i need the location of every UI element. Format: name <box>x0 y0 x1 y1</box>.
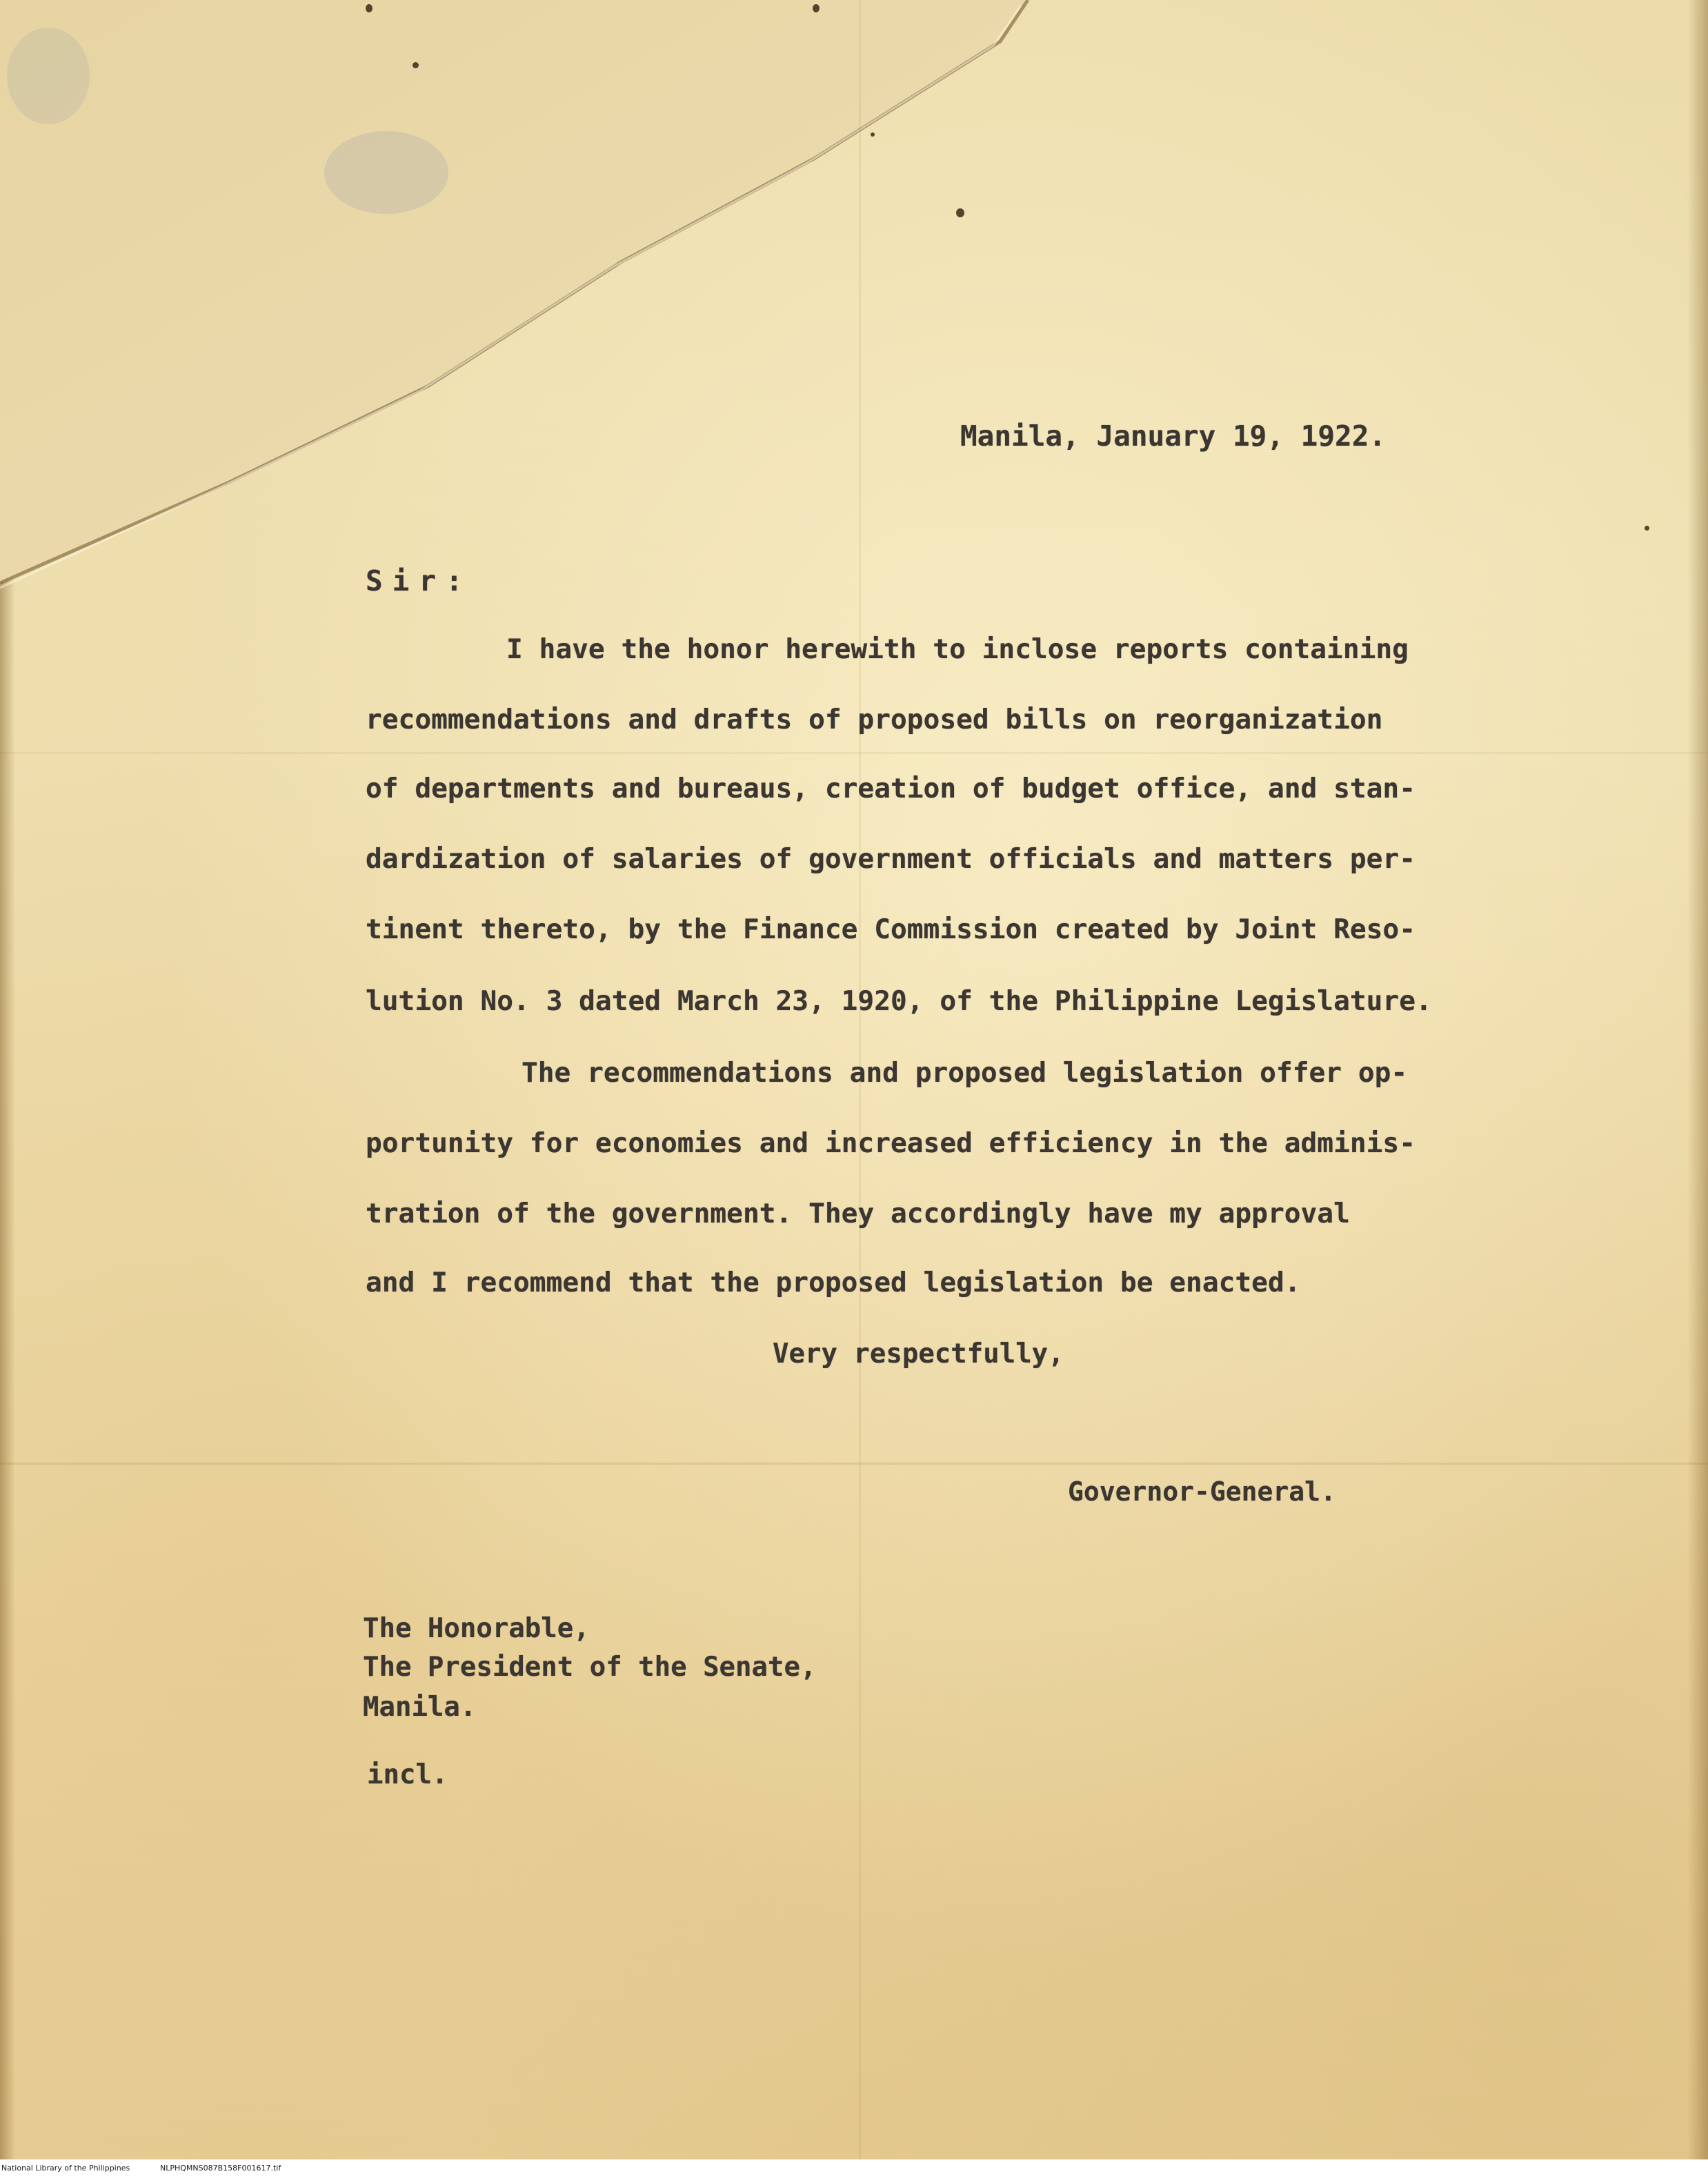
body-line: lution No. 3 dated March 23, 1920, of the Philippine Legislature. <box>366 985 1432 1017</box>
body-line: tration of the government. They accordingly have my approval <box>366 1198 1350 1229</box>
salutation: Sir: <box>366 564 473 597</box>
ink-spot <box>871 132 875 137</box>
addressee-line: Manila. <box>363 1692 477 1723</box>
ink-spot <box>813 4 820 12</box>
body-line: The recommendations and proposed legislation offer op- <box>522 1057 1408 1089</box>
body-line: dardization of salaries of government officials and matters per- <box>366 843 1416 875</box>
closing: Very respectfully, <box>773 1338 1064 1369</box>
ink-spot <box>366 4 373 12</box>
folded-corner <box>0 0 1708 621</box>
scan-footer <box>0 2161 1708 2176</box>
ink-spot <box>956 208 964 217</box>
body-line: tinent thereto, by the Finance Commission created by Joint Reso- <box>366 913 1416 945</box>
addressee-line: The Honorable, <box>363 1613 590 1644</box>
body-line: and I recommend that the proposed legislation be enacted. <box>366 1267 1301 1298</box>
footer-filename: NLPHQMNS087B158F001617.tif <box>160 2164 281 2173</box>
letter-date: Manila, January 19, 1922. <box>960 419 1387 453</box>
body-line: of departments and bureaus, creation of budget office, and stan- <box>366 773 1416 804</box>
horizontal-fold-crease <box>0 752 1708 754</box>
body-line: I have the honor herewith to inclose reports containing <box>506 633 1409 665</box>
addressee-line: The President of the Senate, <box>363 1652 817 1683</box>
body-line: portunity for economies and increased efficiency in the adminis- <box>366 1127 1416 1159</box>
ink-spot <box>413 62 419 68</box>
footer-source: National Library of the Philippines <box>1 2164 130 2173</box>
body-line: recommendations and drafts of proposed bills on reorganization <box>366 704 1383 735</box>
horizontal-fold-crease <box>0 1463 1708 1465</box>
ink-spot <box>1645 526 1649 531</box>
signature-title: Governor-General. <box>1068 1476 1336 1507</box>
enclosure-note: incl. <box>367 1759 448 1790</box>
